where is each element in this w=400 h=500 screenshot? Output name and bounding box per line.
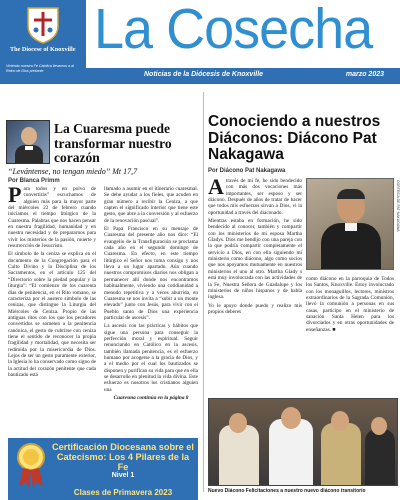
deacon-column-1 (208, 178, 302, 396)
lenten-column-2 (104, 186, 198, 454)
certificate-level: Nivel 1 (111, 472, 135, 479)
paragraph: El Papa Francisco en su mensaje de Cuaresma del presente año nos dice: “El evangelio de la Transfiguración se proclama cada año en el segundo domingo de Cuaresma. En efecto, en este tiempo litúrgico el Señor nos toma consigo y nos lleva a un lugar apartado. Aún cuando nuestros compromisos diarios nos obligan a permanecer allí donde nos encontramos habitualmente, viviendo una cotidianidad a menudo repetitiva y a veces aburrida, en Cuaresma se nos invita a “subir a un monte elevado” junto con Jesús, para vivir con el Pueblo santo de Dios una experiencia particular de ascesis”. (104, 226, 198, 321)
deacon-byline: Por Diácono Pat Nakagawa (208, 168, 286, 174)
diocese-logo-box[interactable] (0, 0, 86, 84)
lenten-byline: Por Blanca Primm (8, 178, 60, 184)
paragraph: Mientras estaba en formación, he sido bendecido al conocer, también y compartir con los ministerios de mi esposa Martha Gladys. Dios me bendijo con una pareja con la que podría compartir completamente el servicio a Dios, en con ella siguiendo mi ministerio como diácono, algo como socios que nos apoyamos mutuamente en nuestros ministerios el uno al otro. Martha Glady s está muy involucrada con las actividades de la Fe, Nuestra Señora de Guadalupe y los ministerios de niños hispanos y de habla inglesa. (208, 218, 302, 301)
deacon-headline[interactable]: Conociendo a nuestros Diáconos: Diácono Pat Nakagawa (208, 113, 381, 163)
lenten-column-1 (8, 186, 96, 454)
newspaper-subtitle: Noticias de la Diócesis de Knoxville (144, 71, 264, 78)
photo-caption: Nuevo Diácono Felicitaciones a nuestro nuevo diácono transitorio (208, 488, 366, 494)
diocese-tagline: Viviéndo nuestra Fe Católica llevamos a al Reino de Dios presente (6, 64, 74, 73)
paragraph: como diácono en la parroquia de Todos los Santos, Knoxville. Estoy involucrado con los monaguillos, lectores, ministros extraordinarios de la Sagrada Comunión, llevó la comunión a personas en sus casas, participo en el ministerio de sanación Santa Helen para los divorciados y en otras oportunidades de enseñanzas. ■ (306, 276, 394, 333)
masthead (0, 0, 400, 84)
paragraph: Yo le apoyo donde puedo y realizo mis propios deberes (208, 302, 302, 315)
lenten-quote: “Levántense, no tengan miedo” Mt 17,7 (8, 167, 138, 176)
certificate-classes: Clases de Primavera 2023 (73, 488, 173, 497)
deacon-portrait (306, 178, 394, 270)
lenten-headline[interactable]: La Cuaresma puede transformar nuestro corazón (54, 121, 172, 165)
column-divider (203, 92, 204, 492)
dropcap: P (8, 186, 22, 207)
dropcap: A (208, 178, 224, 199)
newspaper-title[interactable]: La Cosecha (94, 0, 373, 61)
continued-link[interactable]: Cuaresma continúa en la página 8 (113, 395, 189, 401)
diocese-crest-icon (26, 6, 60, 44)
paragraph: El símbolo de la ceniza se explica en el documento de la Congregación para el Culto Divino y la Disciplina de los Sacramentos, en el artículo 125 del “Directorio sobre la piedad popular y la liturgia”: “El comienzo de los cuarenta días de penitencia, en el Rito romano, se caracteriza por el austero símbolo de las cenizas, que distingue la Liturgia del Miércoles de Ceniza. Propio de las antiguas ritos con los que los pecadores convertidos se someten a la penitencia canónica, el gesto de cubrirse con ceniza tiene el sentido de reconocer la propia fragilidad y mortalidad, que necesita ser redimida por la misericordia de Dios. Lejos de ser un gesto puramente exterior, la Iglesia lo ha conservado como signo de la actitud del corazón penitente que cada bautizado está (8, 251, 96, 378)
diocese-name: The Diocese of Knoxville (10, 46, 76, 53)
title-banner (86, 0, 400, 84)
certificate-title: Certificación Diocesana sobre el Catecismo: Los 4 Pilares de la Fe (52, 442, 194, 472)
photo-credit: CORTESÍA DE PAT NAKAGAWA (396, 180, 400, 232)
subtitle-bar (86, 68, 400, 84)
lenten-author-photo (6, 120, 50, 164)
ordination-photo (208, 398, 398, 486)
certificate-ad[interactable] (8, 438, 198, 500)
deacon-column-2 (306, 276, 394, 394)
award-ribbon-icon (14, 442, 48, 488)
paragraph: Para todos y en polvo de convertirás” escuchamos de alguien más para la mayor parte del miércoles 22 de febrero cuando iniciamos el tiempo litúrgico de la Cuaresma. Palabras que nos hacen pensar en nuestra fragilidad, humanidad y en nuestra necesidad y de prepararnos para vivir los misterios de la pasión, muerte y resurrección de Jesucristo. (8, 186, 96, 250)
issue-date: marzo 2023 (345, 71, 384, 78)
paragraph: La ascesis con las prácticas y hábitos que sigue una persona para conseguir la perfección moral y espiritual. Seguir renunciando en Católico en la ascesis, también llamada penitencia, es el esfuerzo humano por acogerse a la gracia de Dios, y a el medio por el cual los bautizados se disponen y purifican su vida para que en ella se desarrolle en plenitud la vida divina. Este esfuerzo es nosotros los cristianos alguien una (104, 323, 198, 393)
paragraph: llamado a asumir en el itinerario cuaresmal. Se debe ayudar a los fieles, que acuden en gran número a recibir la Ceniza, a que capten el significado interior que tiene este gesto, que abre a la conversión y al esfuerzo de la renovación pascual”. (104, 186, 198, 224)
paragraph: Através de mi fe, he sido bendecido con más dos vocaciones más importantes, ser esposo y ser diácono. Después de años de tratar de hacer que todos mis esfuerzos sirvan a Dios, vi la oportunidad a través del diaconado. (208, 178, 302, 216)
